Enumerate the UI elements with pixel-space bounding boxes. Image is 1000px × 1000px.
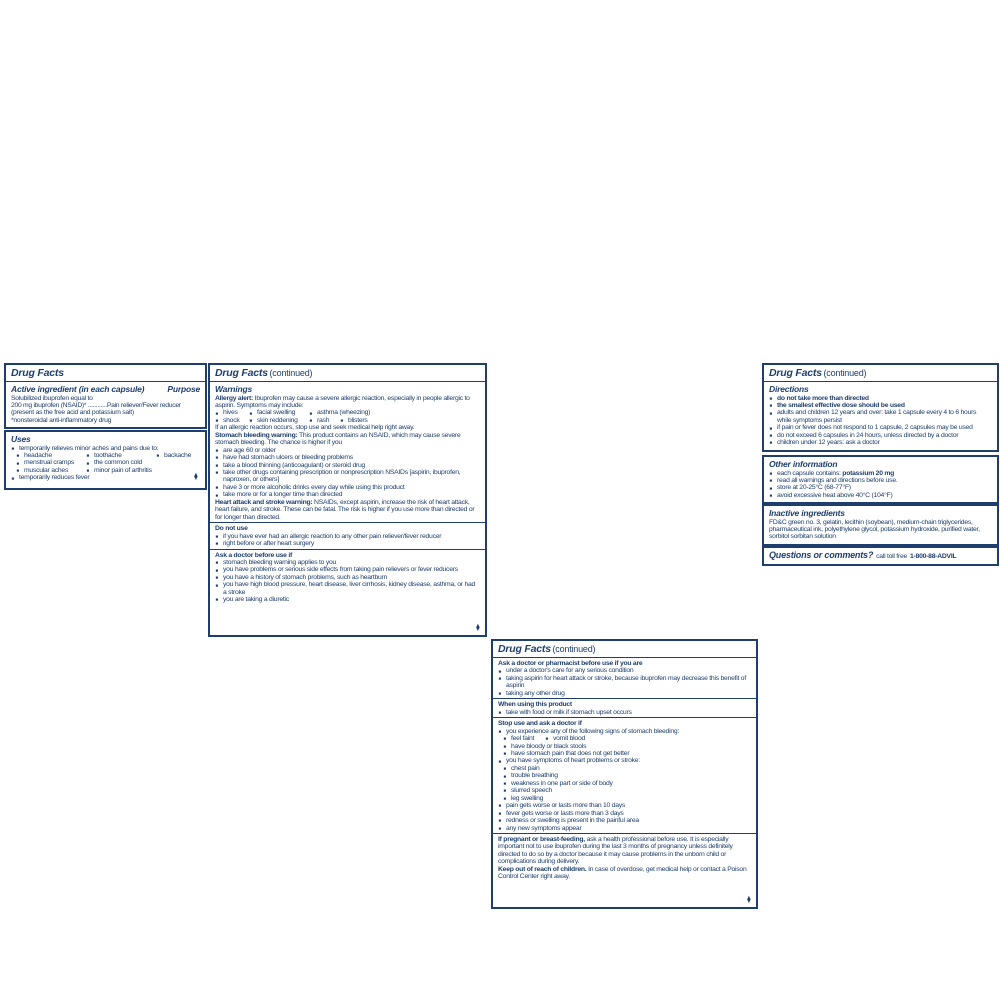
inactive-heading: Inactive ingredients [769, 508, 845, 518]
sub-bullet: ■ leg swelling [503, 795, 751, 802]
questions-text: call toll free [876, 553, 908, 560]
allergy-action: If an allergic reaction occurs, stop use and seek medical help right away. [215, 424, 415, 432]
stop-use-heading: Stop use and ask a doctor if [498, 720, 582, 728]
drug-facts-continued-title: Drug Facts (continued) [769, 367, 867, 379]
other-info-bullet: ■ store at 20-25°C (68-77°F) [769, 484, 992, 491]
uses-heading: Uses [11, 434, 31, 444]
panel-directions [762, 363, 999, 452]
continued-arrow-icon: ♦ [746, 892, 751, 907]
stop-use-bullet: ■ you have symptoms of heart problems or stroke: [498, 757, 751, 764]
uses-grid-row [16, 459, 200, 466]
stop-use-bullet: ■ pain gets worse or lasts more than 10 days [498, 802, 751, 809]
directions-bullet: ■ the smallest effective dose should be used [769, 402, 992, 409]
stop-use-sub-row [503, 735, 751, 742]
other-info-bullet: ■ each capsule contains: potassium 20 mg [769, 470, 992, 477]
uses-grid-row [16, 452, 200, 459]
divider [210, 549, 485, 550]
directions-bullet: ■ if pain or fever does not respond to 1 capsule, 2 capsules may be used [769, 424, 992, 431]
symptom-item: ■ facial swelling [249, 409, 309, 416]
ask-doctor-heading: Ask a doctor before use if [215, 551, 292, 559]
active-ingredient-line: 200 mg ibuprofen (NSAID)* ............Pain reliever/Fever reducer [11, 401, 181, 409]
panel-inactive-ingredients [762, 504, 999, 546]
stop-use-bullet: ■ any new symptoms appear [498, 825, 751, 832]
potassium-value: potassium 20 mg [842, 469, 895, 477]
sub-bullet: ■ trouble breathing [503, 772, 751, 779]
panel-active-ingredient [4, 363, 207, 429]
divider [493, 657, 756, 658]
uses-grid-item: ■ muscular aches [16, 467, 86, 474]
uses-grid-item: ■ menstrual cramps [16, 459, 86, 466]
ask-pharmacist-heading: Ask a doctor or pharmacist before use if you are [498, 660, 643, 667]
sub-bullet: ■ chest pain [503, 765, 751, 772]
ask-pharmacist-bullet: ■ under a doctor's care for any serious condition [498, 667, 751, 674]
sub-bullet: ■ weakness in one part or side of body [503, 780, 751, 787]
ask-doctor-bullet: ■ stomach bleeding warning applies to you [215, 559, 480, 566]
do-not-use-heading: Do not use [215, 525, 248, 533]
drug-facts-continued-title: Drug Facts (continued) [215, 367, 313, 379]
pregnant-notice: If pregnant or breast-feeding, ask a health professional before use. It is especially important not to use ibuprofen during the last 3 months of pregnancy unless definitely directed to do so by a doctor because it may cause problems in the unborn child or complications during delivery. [498, 835, 733, 866]
when-using-heading: When using this product [498, 701, 572, 709]
symptom-item: ■ asthma (wheezing) [309, 409, 370, 416]
directions-bullet: ■ adults and children 12 years and over: take 1 capsule every 4 to 6 hours while symptoms persist [769, 409, 992, 424]
warning-bullet: ■ have 3 or more alcoholic drinks every day while using this product [215, 484, 480, 491]
pregnant-label: If pregnant or breast-feeding, [498, 835, 585, 843]
allergy-alert-label: Allergy alert: [215, 394, 254, 402]
uses-grid-item: ■ the common cold [86, 459, 142, 466]
ask-doctor-bullet: ■ you have problems or serious side effects from taking pain relievers or fever reducers [215, 566, 480, 573]
other-info-heading: Other information [769, 459, 838, 469]
drug-facts-continued-title: Drug Facts (continued) [498, 643, 596, 655]
drug-facts-title: Drug Facts [11, 367, 64, 379]
active-ingredient-heading: Active ingredient (in each capsule) [11, 384, 145, 394]
continued-arrow-icon: ♦ [193, 469, 198, 484]
divider [493, 717, 756, 718]
divider [210, 381, 485, 382]
directions-heading: Directions [769, 384, 809, 394]
sub-bullet: ■ have stomach pain that does not get better [503, 750, 751, 757]
stomach-warning: Stomach bleeding warning: This product contains an NSAID, which may cause severe stomach bleeding. The chance is higher if you [215, 431, 461, 447]
directions-bullet: ■ do not take more than directed [769, 395, 992, 402]
directions-bullet: ■ do not exceed 6 capsules in 24 hours, unless directed by a doctor [769, 432, 992, 439]
directions-bullet: ■ children under 12 years: ask a doctor [769, 439, 992, 446]
divider [6, 381, 205, 382]
heart-warning: Heart attack and stroke warning: NSAIDs, except aspirin, increase the risk of heart attack, heart failure, and stroke. These can be fatal. The risk is higher if you use more than directed or for longer than directed. [215, 498, 475, 521]
other-info-bullet: ■ read all warnings and directions before use. [769, 477, 992, 484]
warning-bullet: ■ take other drugs containing prescription or nonprescription NSAIDs [aspirin, ibuprofen, naproxen, or others] [215, 469, 480, 484]
symptom-item: ■ rash [309, 417, 340, 424]
ask-pharmacist-bullet: ■ taking any other drug [498, 690, 751, 697]
stomach-warning-label: Stomach bleeding warning: [215, 431, 298, 439]
other-info-bullet: ■ avoid excessive heat above 40°C (104°F) [769, 492, 992, 499]
symptom-row [215, 417, 480, 424]
uses-grid-row [16, 467, 200, 474]
symptom-item: ■ hives [215, 409, 249, 416]
uses-bullet: ■ temporarily reduces fever ♦ [11, 474, 200, 481]
divider [764, 381, 997, 382]
do-not-use-bullet: ■ right before or after heart surgery [215, 540, 480, 547]
do-not-use-bullet: ■ if you have ever had an allergic reaction to any other pain reliever/fever reducer [215, 533, 480, 540]
warning-bullet: ■ take a blood thinning (anticoagulant) or steroid drug [215, 462, 480, 469]
when-using-bullet: ■ take with food or milk if stomach upset occurs [498, 709, 751, 716]
panel-questions [762, 546, 999, 566]
warnings-heading: Warnings [215, 384, 252, 394]
uses-grid-item: ■ backache [156, 452, 191, 459]
symptom-item: ■ blisters [340, 417, 368, 424]
sub-bullet: ■ feel faint [503, 735, 545, 742]
questions-heading: Questions or comments? [769, 550, 874, 560]
panel-warnings [208, 363, 487, 637]
ask-doctor-bullet: ■ you have high blood pressure, heart disease, liver cirrhosis, kidney disease, asthma, or had a stroke [215, 581, 480, 596]
ask-doctor-bullet: ■ you are taking a diuretic [215, 596, 480, 603]
sub-bullet: ■ have bloody or black stools [503, 743, 751, 750]
keep-out-label: Keep out of reach of children. [498, 865, 587, 873]
divider [210, 522, 485, 523]
divider [493, 698, 756, 699]
keep-out-notice: Keep out of reach of children. In case of overdose, get medical help or contact a Poison Control Center right away. [498, 865, 747, 881]
warning-bullet: ■ have had stomach ulcers or bleeding problems [215, 454, 480, 461]
stop-use-bullet: ■ redness or swelling is present in the painful area [498, 817, 751, 824]
purpose-heading: Purpose [167, 384, 200, 394]
questions-row [769, 550, 992, 561]
sub-bullet: ■ slurred speech [503, 787, 751, 794]
divider [493, 833, 756, 834]
active-ingredient-line: *nonsteroidal anti-inflammatory drug [11, 416, 112, 424]
symptom-item: ■ skin reddening [249, 417, 309, 424]
stop-use-bullet: ■ you experience any of the following signs of stomach bleeding: [498, 728, 751, 735]
stop-use-bullet: ■ fever gets worse or lasts more than 3 days [498, 810, 751, 817]
active-ingredient-header [11, 384, 200, 395]
panel-other-information [762, 455, 999, 504]
ask-doctor-bullet: ■ you have a history of stomach problems, such as heartburn [215, 574, 480, 581]
active-ingredient-line: (present as the free acid and potassium salt) [11, 409, 134, 417]
sub-bullet: ■ vomit blood [545, 735, 585, 742]
symptom-row [215, 409, 480, 416]
heart-warning-label: Heart attack and stroke warning: [215, 498, 313, 506]
warning-bullet: ■ take more or for a longer time than directed [215, 491, 480, 498]
uses-grid-item: ■ minor pain of arthritis [86, 467, 152, 474]
uses-bullet: ■ temporarily relieves minor aches and pains due to: [11, 445, 200, 452]
uses-grid-item: ■ headache [16, 452, 86, 459]
active-ingredient-line: Solubilized ibuprofen equal to [11, 394, 93, 402]
panel-precautions [491, 639, 758, 909]
phone-number: 1-800-88-ADVIL [910, 553, 957, 560]
uses-grid-item: ■ toothache [86, 452, 156, 459]
ask-pharmacist-bullet: ■ taking aspirin for heart attack or stroke, because ibuprofen may decrease this benefit of aspirin [498, 675, 751, 690]
panel-uses [4, 430, 207, 490]
symptom-item: ■ shock [215, 417, 249, 424]
allergy-alert: Allergy alert: Ibuprofen may cause a severe allergic reaction, especially in people allergic to aspirin. Symptoms may include: [215, 394, 470, 409]
inactive-text: FD&C green no. 3, gelatin, lecithin (soybean), medium-chain triglycerides, pharmaceutical ink, polyethylene glycol, potassium hydroxide, purified water, sorbitol sorbitan solution [769, 518, 980, 541]
continued-arrow-icon: ♦ [475, 620, 480, 635]
warning-bullet: ■ are age 60 or older [215, 447, 480, 454]
uses-grid [16, 452, 200, 474]
